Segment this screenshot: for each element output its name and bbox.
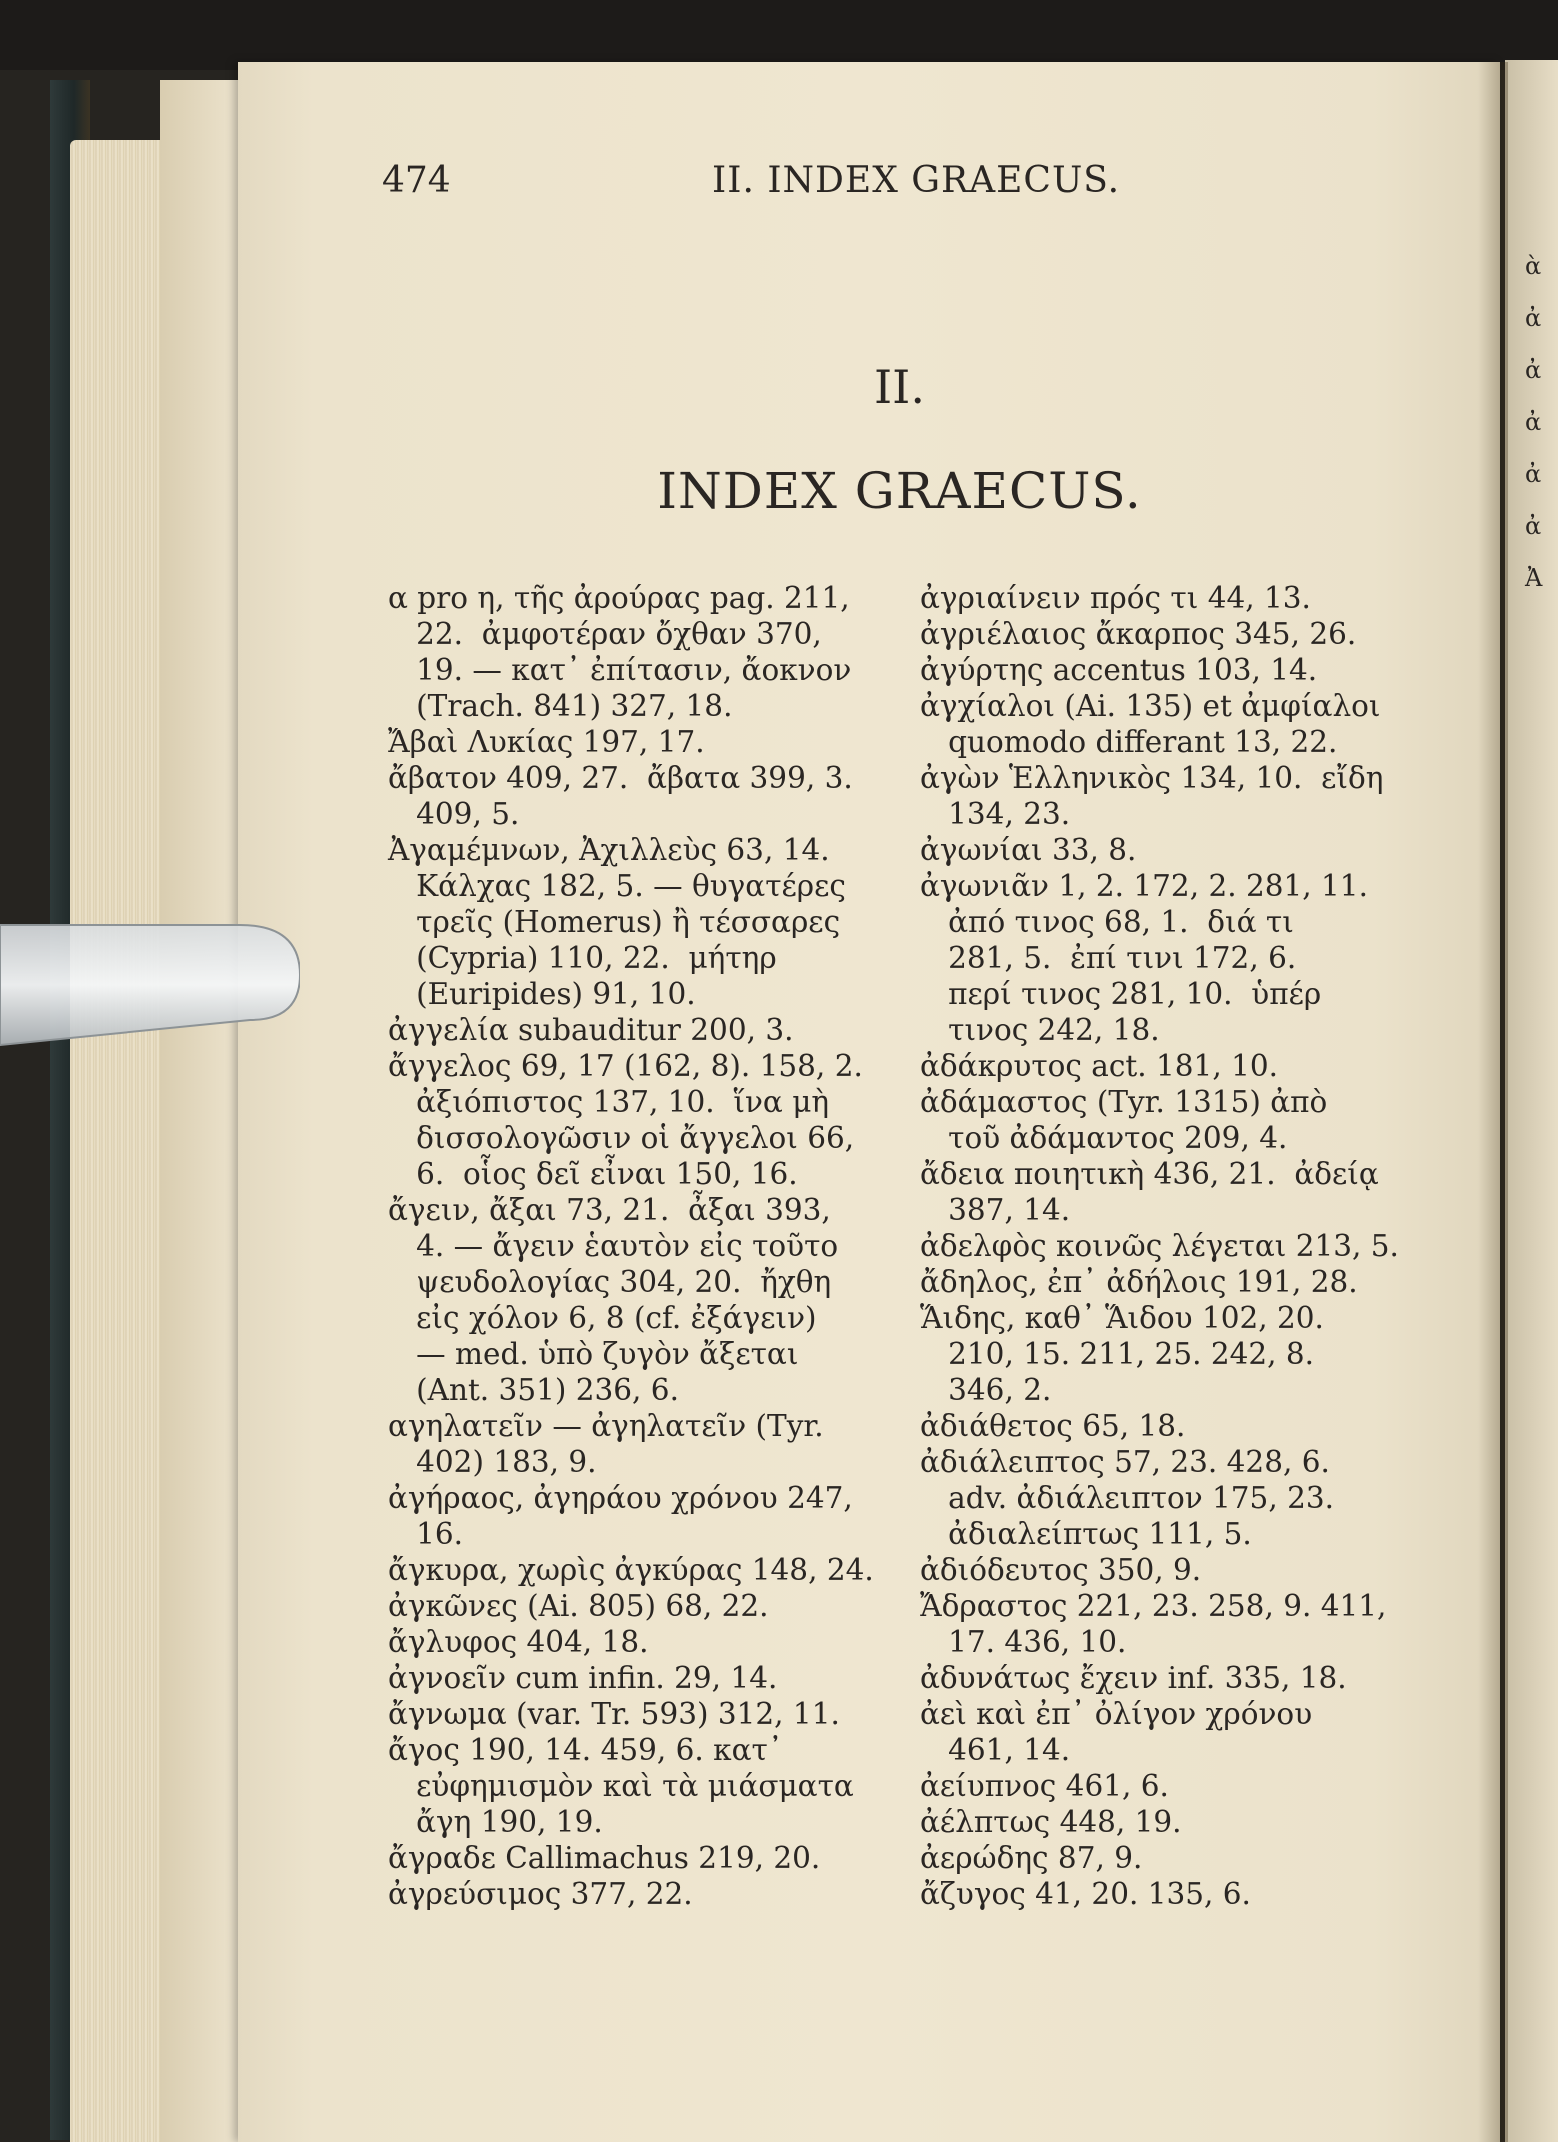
index-entry-line: ἀδάκρυτος act. 181, 10. — [920, 1049, 1278, 1083]
index-entry-line: ἄγη 190, 19. — [388, 1805, 603, 1839]
section-title: INDEX GRAECUS. — [657, 462, 1142, 520]
index-entry-line: ἀδυνάτως ἔχειν inf. 335, 18. — [920, 1661, 1347, 1695]
index-entry-line: (Cypria) 110, 22. μήτηρ — [388, 941, 777, 975]
index-entry-line: 346, 2. — [920, 1373, 1052, 1407]
background — [0, 0, 1558, 70]
facing-page-letter: ὰ — [1525, 252, 1542, 280]
bookmark-ribbon — [0, 915, 300, 1050]
index-entry-line: Ἄβαὶ Λυκίας 197, 17. — [388, 725, 705, 759]
index-entry-line: ἀερώδης 87, 9. — [920, 1841, 1143, 1875]
facing-page-letter: ἀ — [1525, 512, 1542, 540]
index-entry-line: ψευδολογίας 304, 20. ἤχθη — [388, 1265, 832, 1299]
index-entry-line: ἄδεια ποιητικὴ 436, 21. ἀδείᾳ — [920, 1157, 1379, 1191]
index-entry-line: 16. — [388, 1517, 464, 1551]
index-entry-line: τοῦ ἀδάμαντος 209, 4. — [920, 1121, 1288, 1155]
section-number: II. — [874, 360, 925, 414]
index-entry-line: εἰς χόλον 6, 8 (cf. ἐξάγειν) — [388, 1301, 817, 1335]
index-entry-line: ἀξιόπιστος 137, 10. ἵνα μὴ — [388, 1085, 830, 1119]
page-stack — [160, 80, 250, 2142]
index-column-right — [920, 580, 1420, 1912]
index-entry-line: ἀγκῶνες (Ai. 805) 68, 22. — [388, 1589, 769, 1623]
index-entry-line: ἄδηλος, ἐπ᾽ ἀδήλοις 191, 28. — [920, 1265, 1358, 1299]
index-entry-line: 402) 183, 9. — [388, 1445, 597, 1479]
facing-page-letter: ἀ — [1525, 356, 1542, 384]
facing-page-letter: ἀ — [1525, 408, 1542, 436]
index-entry-line: 19. — κατ᾽ ἐπίτασιν, ἄοκνον — [388, 653, 852, 687]
index-entry-line: ἀπό τινος 68, 1. διά τι — [920, 905, 1294, 939]
index-entry-line: ἀείυπνος 461, 6. — [920, 1769, 1169, 1803]
index-entry-line: Ἅιδης, καθ᾽ Ἅιδου 102, 20. — [920, 1301, 1324, 1335]
index-entry-line: δισσολογῶσιν οἱ ἄγγελοι 66, — [388, 1121, 855, 1155]
index-entry-line: ἀγχίαλοι (Ai. 135) et ἀμφίαλοι — [920, 689, 1381, 723]
index-entry-line: Ἄδραστος 221, 23. 258, 9. 411, — [920, 1589, 1387, 1623]
index-entry-line: ἄβατον 409, 27. ἄβατα 399, 3. — [388, 761, 853, 795]
facing-page-letter: Ἀ — [1525, 564, 1543, 592]
index-entry-line: ἄγλυφος 404, 18. — [388, 1625, 649, 1659]
index-entry-line: ἄγραδε Callimachus 219, 20. — [388, 1841, 821, 1875]
index-entry-line: ἀδελφὸς κοινῶς λέγεται 213, 5. — [920, 1229, 1399, 1263]
index-entry-line: 461, 14. — [920, 1733, 1071, 1767]
index-column-left — [388, 580, 908, 1912]
index-entry-line: quomodo differant 13, 22. — [920, 725, 1338, 759]
index-entry-line: ἀεὶ καὶ ἐπ᾽ ὀλίγον χρόνου — [920, 1697, 1313, 1731]
index-entry-line: ἀέλπτως 448, 19. — [920, 1805, 1182, 1839]
index-entry-line: ἀδάμαστος (Tyr. 1315) ἀπὸ — [920, 1085, 1328, 1119]
index-entry-line: ἀγριαίνειν πρός τι 44, 13. — [920, 581, 1311, 615]
index-entry-line: 6. οἷος δεῖ εἶναι 150, 16. — [388, 1157, 798, 1191]
index-entry-line: ἀγριέλαιος ἄκαρπος 345, 26. — [920, 617, 1357, 651]
index-entry-line: ἄγνωμα (var. Tr. 593) 312, 11. — [388, 1697, 840, 1731]
facing-page-cut-text — [1525, 240, 1558, 604]
index-entry-line: ἀδιαλείπτως 111, 5. — [920, 1517, 1252, 1551]
page-number: 474 — [382, 160, 451, 201]
index-entry-line: ἄγγελος 69, 17 (162, 8). 158, 2. — [388, 1049, 863, 1083]
index-entry-line: 17. 436, 10. — [920, 1625, 1127, 1659]
index-entry-line: ἀγρεύσιμος 377, 22. — [388, 1877, 693, 1911]
index-entry-line: (Euripides) 91, 10. — [388, 977, 696, 1011]
index-entry-line: περί τινος 281, 10. ὑπέρ — [920, 977, 1322, 1011]
index-entry-line: (Ant. 351) 236, 6. — [388, 1373, 679, 1407]
index-entry-line: ἄγκυρα, χωρὶς ἀγκύρας 148, 24. — [388, 1553, 874, 1587]
index-entry-line: 22. ἀμφοτέραν ὄχθαν 370, — [388, 617, 822, 651]
index-entry-line: ἀδιάθετος 65, 18. — [920, 1409, 1186, 1443]
index-entry-line: adv. ἀδιάλειπτον 175, 23. — [920, 1481, 1334, 1515]
index-entry-line: ἀγωνιᾶν 1, 2. 172, 2. 281, 11. — [920, 869, 1368, 903]
index-entry-line: ἀδιόδευτος 350, 9. — [920, 1553, 1202, 1587]
index-entry-line: α pro η, τῆς ἀρούρας pag. 211, — [388, 581, 850, 615]
index-entry-line: 387, 14. — [920, 1193, 1071, 1227]
index-entry-line: — med. ὑπὸ ζυγὸν ἄξεται — [388, 1337, 799, 1371]
index-entry-line: ἀγήραος, ἀγηράου χρόνου 247, — [388, 1481, 853, 1515]
index-entry-line: 210, 15. 211, 25. 242, 8. — [920, 1337, 1315, 1371]
index-entry-line: 409, 5. — [388, 797, 520, 831]
index-entry-line: ἀγὼν Ἑλληνικὸς 134, 10. εἴδη — [920, 761, 1384, 795]
index-entry-line: τρεῖς (Homerus) ἢ τέσσαρες — [388, 905, 841, 939]
index-entry-line: ἀδιάλειπτος 57, 23. 428, 6. — [920, 1445, 1330, 1479]
running-header — [382, 160, 1382, 210]
index-entry-line: ἄγος 190, 14. 459, 6. κατ᾽ — [388, 1733, 783, 1767]
index-entry-line: ἄγειν, ἄξαι 73, 21. ἆξαι 393, — [388, 1193, 831, 1227]
index-entry-line: Κάλχας 182, 5. — θυγατέρες — [388, 869, 846, 903]
index-entry-line: ἀγγελία subauditur 200, 3. — [388, 1013, 794, 1047]
facing-page-letter: ἀ — [1525, 460, 1542, 488]
index-entry-line: Ἀγαμέμνων, Ἀχιλλεὺς 63, 14. — [388, 833, 830, 867]
index-entry-line: ἀγωνίαι 33, 8. — [920, 833, 1137, 867]
index-entry-line: εὐφημισμὸν καὶ τὰ μιάσματα — [388, 1769, 854, 1803]
index-entry-line: αγηλατεῖν — ἀγηλατεῖν (Tyr. — [388, 1409, 824, 1443]
index-entry-line: 134, 23. — [920, 797, 1071, 831]
running-title: II. INDEX GRAECUS. — [712, 160, 1121, 201]
facing-page-letter: ἀ — [1525, 304, 1542, 332]
index-entry-line: τινος 242, 18. — [920, 1013, 1160, 1047]
index-entry-line: 281, 5. ἐπί τινι 172, 6. — [920, 941, 1297, 975]
index-entry-line: ἀγύρτης accentus 103, 14. — [920, 653, 1318, 687]
index-entry-line: (Trach. 841) 327, 18. — [388, 689, 733, 723]
index-entry-line: ἀγνοεῖν cum infin. 29, 14. — [388, 1661, 778, 1695]
index-entry-line: ἄζυγος 41, 20. 135, 6. — [920, 1877, 1251, 1911]
gutter-shadow — [1478, 62, 1508, 2142]
index-entry-line: 4. — ἄγειν ἑαυτὸν εἰς τοῦτο — [388, 1229, 839, 1263]
